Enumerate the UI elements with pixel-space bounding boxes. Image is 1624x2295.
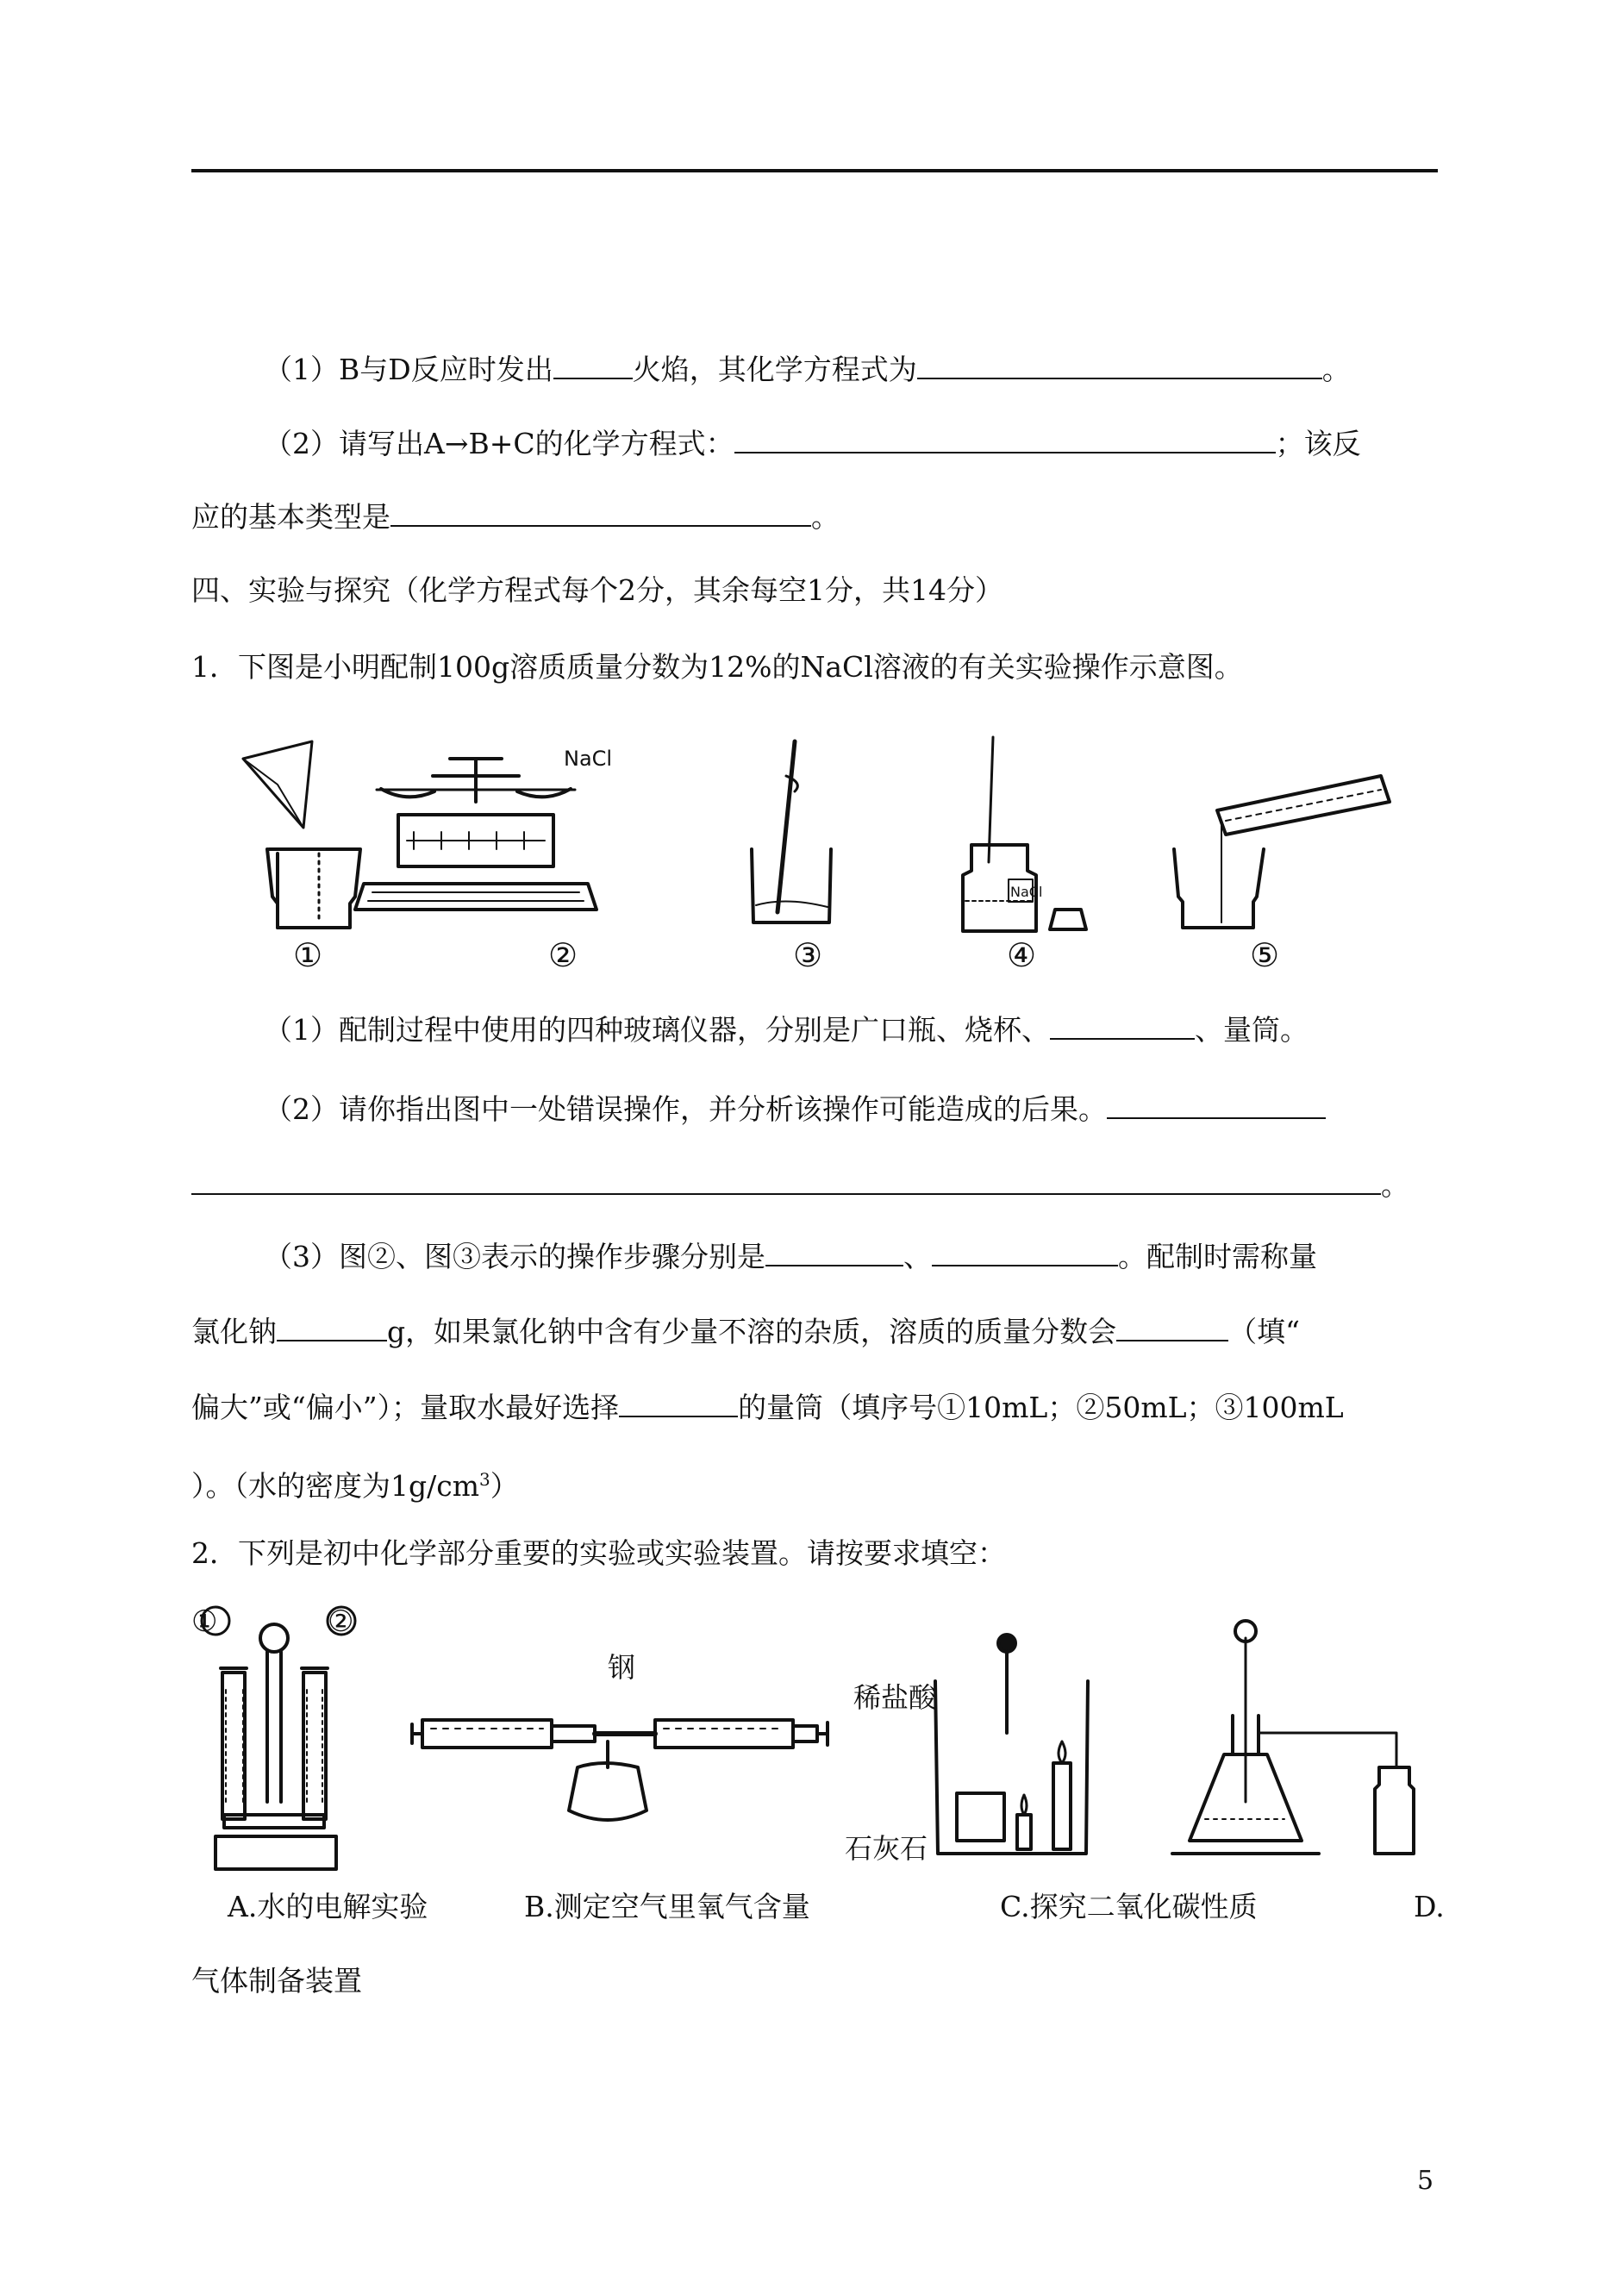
e1-3-text-a: （3）图②、图③表示的操作步骤分别是 <box>264 1240 765 1273</box>
e1-3-text-d: 氯化钠 <box>191 1315 277 1348</box>
e1-2-text: （2）请你指出图中一处错误操作，并分析该操作可能造成的后果。 <box>264 1092 1107 1126</box>
answer-blank[interactable] <box>553 348 633 379</box>
figure-number-2: ② <box>548 936 578 974</box>
answer-blank[interactable] <box>1116 1310 1228 1341</box>
nacl-procedure-figure <box>191 724 1438 940</box>
experiment-apparatus-figure <box>172 1595 1448 1879</box>
answer-blank[interactable] <box>734 422 1276 453</box>
section-4-title: 四、实验与探究（化学方程式每个2分，其余每空1分，共14分） <box>191 573 1003 607</box>
e1-3-text-c: 。配制时需称量 <box>1118 1240 1317 1273</box>
q3-2-text-b: ；该反 <box>1275 427 1361 460</box>
e1-3-text-j: ） <box>490 1469 519 1503</box>
answer-blank[interactable] <box>917 348 1322 379</box>
caption-d-cont: 气体制备装置 <box>191 1964 362 1998</box>
answer-blank[interactable] <box>932 1235 1118 1266</box>
balance-nacl-label: NaCl <box>564 747 613 771</box>
e1-3-text-f: （填“ <box>1228 1315 1300 1348</box>
answer-blank[interactable] <box>390 496 811 527</box>
figure-number-5: ⑤ <box>1250 936 1280 974</box>
candle-beaker-apparatus <box>935 1635 1088 1854</box>
caption-b: B.测定空气里氧气含量 <box>524 1890 810 1923</box>
beaker-with-paper <box>243 741 360 928</box>
e1-part3-line3 <box>191 1386 1344 1427</box>
e1-part2-cont <box>191 1164 1409 1204</box>
q3-part1 <box>264 348 1351 389</box>
q3-1-text-b: 火焰，其化学方程式为 <box>632 353 917 386</box>
figure-number-4: ④ <box>1007 936 1037 974</box>
e1-part3 <box>264 1235 1317 1276</box>
e1-1-text-b: 、量筒。 <box>1195 1013 1309 1047</box>
e1-part2 <box>264 1088 1326 1129</box>
dilute-hcl-label: 稀盐酸 <box>853 1681 937 1714</box>
e1-3-text-e: g，如果氯化钠中含有少量不溶的杂质，溶质的质量分数会 <box>387 1315 1117 1348</box>
superscript-3: 3 <box>479 1469 490 1490</box>
figure-number-3: ③ <box>793 936 823 974</box>
q3-1-end: 。 <box>1321 353 1351 386</box>
q3-2-text-a: （2）请写出A→B+C的化学方程式： <box>264 427 734 460</box>
e1-3-text-h: 的量筒（填序号①10mL；②50mL；③100mL <box>738 1391 1344 1424</box>
electrode-label-2: ② <box>328 1604 354 1639</box>
e1-1-text-a: （1）配制过程中使用的四种玻璃仪器，分别是广口瓶、烧杯、 <box>264 1013 1050 1047</box>
gas-generation-apparatus <box>1172 1621 1414 1854</box>
figure-number-1: ① <box>293 936 323 974</box>
e1-part1 <box>264 1009 1309 1049</box>
q3-1-text-a: （1）B与D反应时发出 <box>264 353 553 386</box>
electrolysis-apparatus <box>202 1607 355 1869</box>
answer-blank[interactable] <box>191 1164 1381 1195</box>
caption-d: D. <box>1414 1890 1445 1923</box>
page-number: 5 <box>1417 2166 1434 2196</box>
e1-3-text-g: 偏大”或“偏小”）；量取水最好选择 <box>191 1391 620 1424</box>
experiment-1-prompt: 1．下图是小明配制100g溶质质量分数为12%的NaCl溶液的有关实验操作示意图。 <box>191 650 1243 684</box>
header-rule <box>191 169 1438 172</box>
balance-scale <box>355 759 597 910</box>
syringe-apparatus <box>412 1720 828 1820</box>
caption-a: A.水的电解实验 <box>228 1890 428 1923</box>
answer-blank[interactable] <box>765 1235 903 1266</box>
caption-c: C.探究二氧化碳性质 <box>1000 1890 1258 1923</box>
answer-blank[interactable] <box>619 1386 738 1417</box>
q3-2-end: 。 <box>811 500 840 534</box>
answer-blank[interactable] <box>1107 1088 1326 1119</box>
e1-3-text-i: ）。（水的密度为1g/cm <box>191 1469 480 1503</box>
beaker-with-cylinder <box>1174 776 1390 928</box>
q3-2-text-c: 应的基本类型是 <box>191 500 390 534</box>
limestone-label: 石灰石 <box>845 1832 928 1865</box>
q3-part2 <box>264 422 1361 463</box>
beaker-with-stirring-rod <box>752 741 831 922</box>
e1-part3-line4 <box>191 1460 519 1505</box>
experiment-2-prompt: 2．下列是初中化学部分重要的实验或实验装置。请按要求填空： <box>191 1536 1006 1570</box>
answer-blank[interactable] <box>277 1310 387 1341</box>
q3-part2-cont <box>191 496 840 536</box>
jar-nacl-label: NaCl <box>1010 884 1043 900</box>
steel-label: 钢 <box>608 1651 636 1684</box>
e1-part3-line2 <box>191 1310 1300 1351</box>
reagent-jar <box>963 737 1086 931</box>
e1-3-text-b: 、 <box>903 1240 932 1273</box>
answer-blank[interactable] <box>1050 1009 1195 1040</box>
e1-2-end: 。 <box>1381 1168 1409 1202</box>
electrode-label-1: ① <box>191 1604 218 1639</box>
